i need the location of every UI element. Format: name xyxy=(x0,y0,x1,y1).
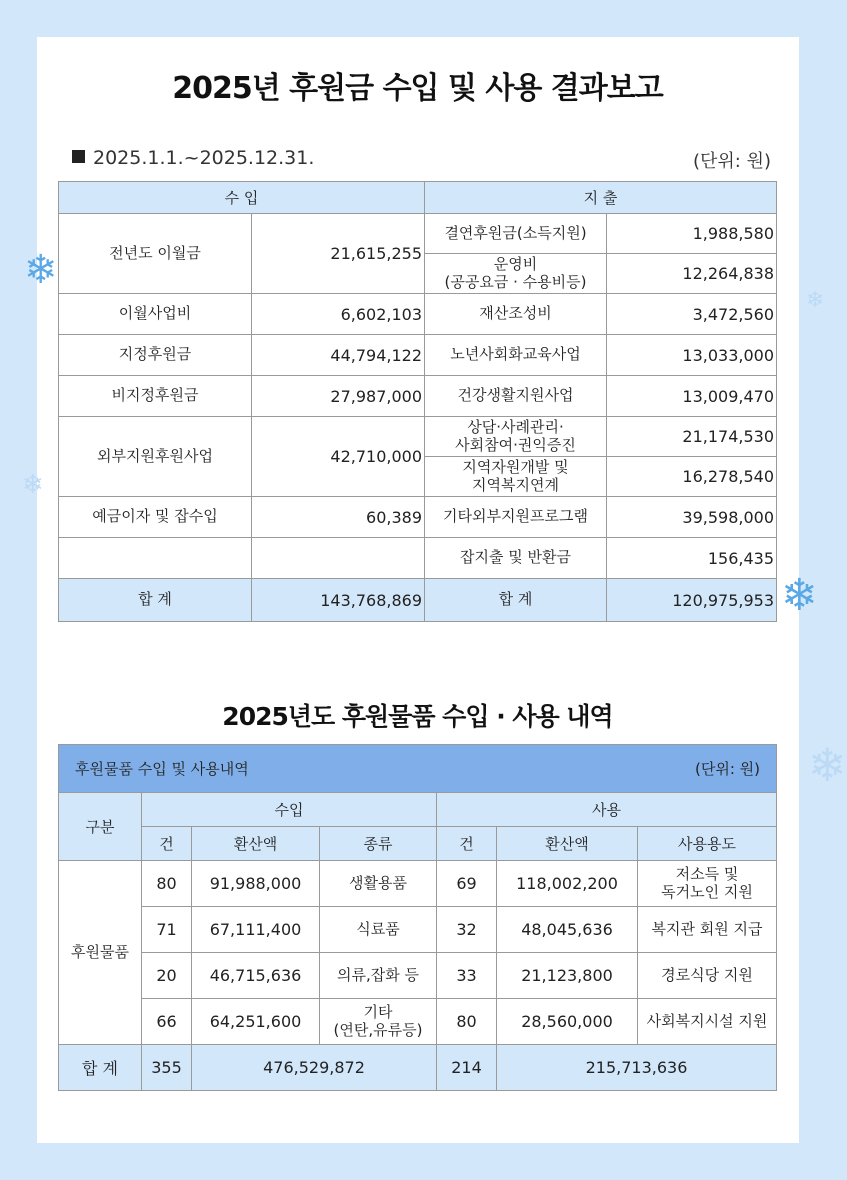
expense-value: 1,988,580 xyxy=(607,214,777,254)
expense-label: 잡지출 및 반환금 xyxy=(425,538,607,579)
expense-header: 지 출 xyxy=(425,182,777,214)
snowflake-icon: ❄ xyxy=(806,288,825,313)
out-count: 80 xyxy=(437,999,497,1045)
snowflake-icon: ❄ xyxy=(808,738,847,792)
goods-total-out-amount: 215,713,636 xyxy=(497,1045,777,1091)
expense-label-line: 지역복지연계 xyxy=(472,475,559,494)
expense-total-label: 합 계 xyxy=(425,579,607,622)
income-total-label: 합 계 xyxy=(59,579,252,622)
kind: 식료품 xyxy=(320,907,437,953)
expense-label-line: 상담·사례관리· xyxy=(467,418,564,437)
income-value: 42,710,000 xyxy=(252,417,425,497)
goods-caption-bar xyxy=(59,745,777,793)
expense-value: 21,174,530 xyxy=(607,417,777,457)
period-text: 2025.1.1.~2025.12.31. xyxy=(93,147,315,169)
sub-kind: 종류 xyxy=(320,827,437,861)
expense-label: 재산조성비 xyxy=(425,294,607,335)
in-amount: 67,111,400 xyxy=(192,907,320,953)
col-income: 수입 xyxy=(142,793,437,827)
expense-label-line: (공공요금 · 수용비등) xyxy=(444,272,587,291)
expense-label: 결연후원금(소득지원) xyxy=(425,214,607,254)
in-count: 20 xyxy=(142,953,192,999)
income-value: 60,389 xyxy=(252,497,425,538)
expense-label: 건강생활지원사업 xyxy=(425,376,607,417)
expense-value: 13,009,470 xyxy=(607,376,777,417)
expense-value: 16,278,540 xyxy=(607,457,777,497)
expense-label-line: 사회참여·권익증진 xyxy=(455,435,576,454)
col-use: 사용 xyxy=(437,793,777,827)
report-period xyxy=(72,147,314,169)
kind xyxy=(320,999,437,1045)
out-amount: 48,045,636 xyxy=(497,907,638,953)
in-count: 80 xyxy=(142,861,192,907)
expense-label xyxy=(425,417,607,457)
income-total-value: 143,768,869 xyxy=(252,579,425,622)
goods-title: 2025년도 후원물품 수입 · 사용 내역 xyxy=(222,702,613,731)
in-amount: 46,715,636 xyxy=(192,953,320,999)
out-amount: 118,002,200 xyxy=(497,861,638,907)
expense-value: 39,598,000 xyxy=(607,497,777,538)
goods-unit-label: (단위: 원) xyxy=(695,760,761,778)
kind: 의류,잡화 등 xyxy=(320,953,437,999)
expense-label-line: 지역자원개발 및 xyxy=(462,458,569,477)
out-count: 33 xyxy=(437,953,497,999)
report-title: 2025년 후원금 수입 및 사용 결과보고 xyxy=(172,71,663,106)
expense-total-value: 120,975,953 xyxy=(607,579,777,622)
goods-total-out-count: 214 xyxy=(437,1045,497,1091)
kind-line: 기타 xyxy=(363,1003,393,1022)
income-value: 21,615,255 xyxy=(252,214,425,294)
purpose: 복지관 회원 지급 xyxy=(638,907,777,953)
expense-label: 기타외부지원프로그램 xyxy=(425,497,607,538)
income-header: 수 입 xyxy=(59,182,425,214)
sub-count: 건 xyxy=(437,827,497,861)
expense-label xyxy=(425,254,607,294)
purpose: 사회복지시설 지원 xyxy=(638,999,777,1045)
income-label: 전년도 이월금 xyxy=(59,214,252,294)
out-amount: 21,123,800 xyxy=(497,953,638,999)
kind: 생활용품 xyxy=(320,861,437,907)
expense-label: 노년사회화교육사업 xyxy=(425,335,607,376)
income-value: 27,987,000 xyxy=(252,376,425,417)
purpose-line: 저소득 및 xyxy=(675,865,739,884)
snowflake-icon: ❄ xyxy=(22,470,44,500)
income-label: 예금이자 및 잡수입 xyxy=(59,497,252,538)
col-category: 구분 xyxy=(59,793,142,861)
income-value: 6,602,103 xyxy=(252,294,425,335)
purpose-line: 독거노인 지원 xyxy=(661,882,753,901)
out-amount: 28,560,000 xyxy=(497,999,638,1045)
income-value xyxy=(252,538,425,579)
sub-count: 건 xyxy=(142,827,192,861)
goods-total-label: 합 계 xyxy=(59,1045,142,1091)
square-bullet-icon xyxy=(72,150,85,163)
income-value: 44,794,122 xyxy=(252,335,425,376)
snowflake-icon: ❄ xyxy=(24,247,58,293)
goods-total-in-amount: 476,529,872 xyxy=(192,1045,437,1091)
in-amount: 64,251,600 xyxy=(192,999,320,1045)
purpose xyxy=(638,861,777,907)
expense-value: 156,435 xyxy=(607,538,777,579)
expense-value: 12,264,838 xyxy=(607,254,777,294)
income-label: 비지정후원금 xyxy=(59,376,252,417)
expense-value: 3,472,560 xyxy=(607,294,777,335)
goods-table xyxy=(58,744,777,1091)
goods-caption: 후원물품 수입 및 사용내역 xyxy=(75,760,249,778)
in-count: 66 xyxy=(142,999,192,1045)
sub-amount: 환산액 xyxy=(192,827,320,861)
purpose: 경로식당 지원 xyxy=(638,953,777,999)
expense-value: 13,033,000 xyxy=(607,335,777,376)
snowflake-icon: ❄ xyxy=(781,570,818,621)
unit-label: (단위: 원) xyxy=(693,151,771,172)
category-cell: 후원물품 xyxy=(59,861,142,1045)
in-count: 71 xyxy=(142,907,192,953)
kind-line: (연탄,유류등) xyxy=(333,1020,423,1039)
finance-table xyxy=(58,181,777,622)
income-label: 이월사업비 xyxy=(59,294,252,335)
out-count: 69 xyxy=(437,861,497,907)
out-count: 32 xyxy=(437,907,497,953)
income-label: 외부지원후원사업 xyxy=(59,417,252,497)
expense-label xyxy=(425,457,607,497)
goods-total-in-count: 355 xyxy=(142,1045,192,1091)
income-label: 지정후원금 xyxy=(59,335,252,376)
in-amount: 91,988,000 xyxy=(192,861,320,907)
income-label xyxy=(59,538,252,579)
sub-purpose: 사용용도 xyxy=(638,827,777,861)
sub-amount: 환산액 xyxy=(497,827,638,861)
expense-label-line: 운영비 xyxy=(493,255,538,274)
